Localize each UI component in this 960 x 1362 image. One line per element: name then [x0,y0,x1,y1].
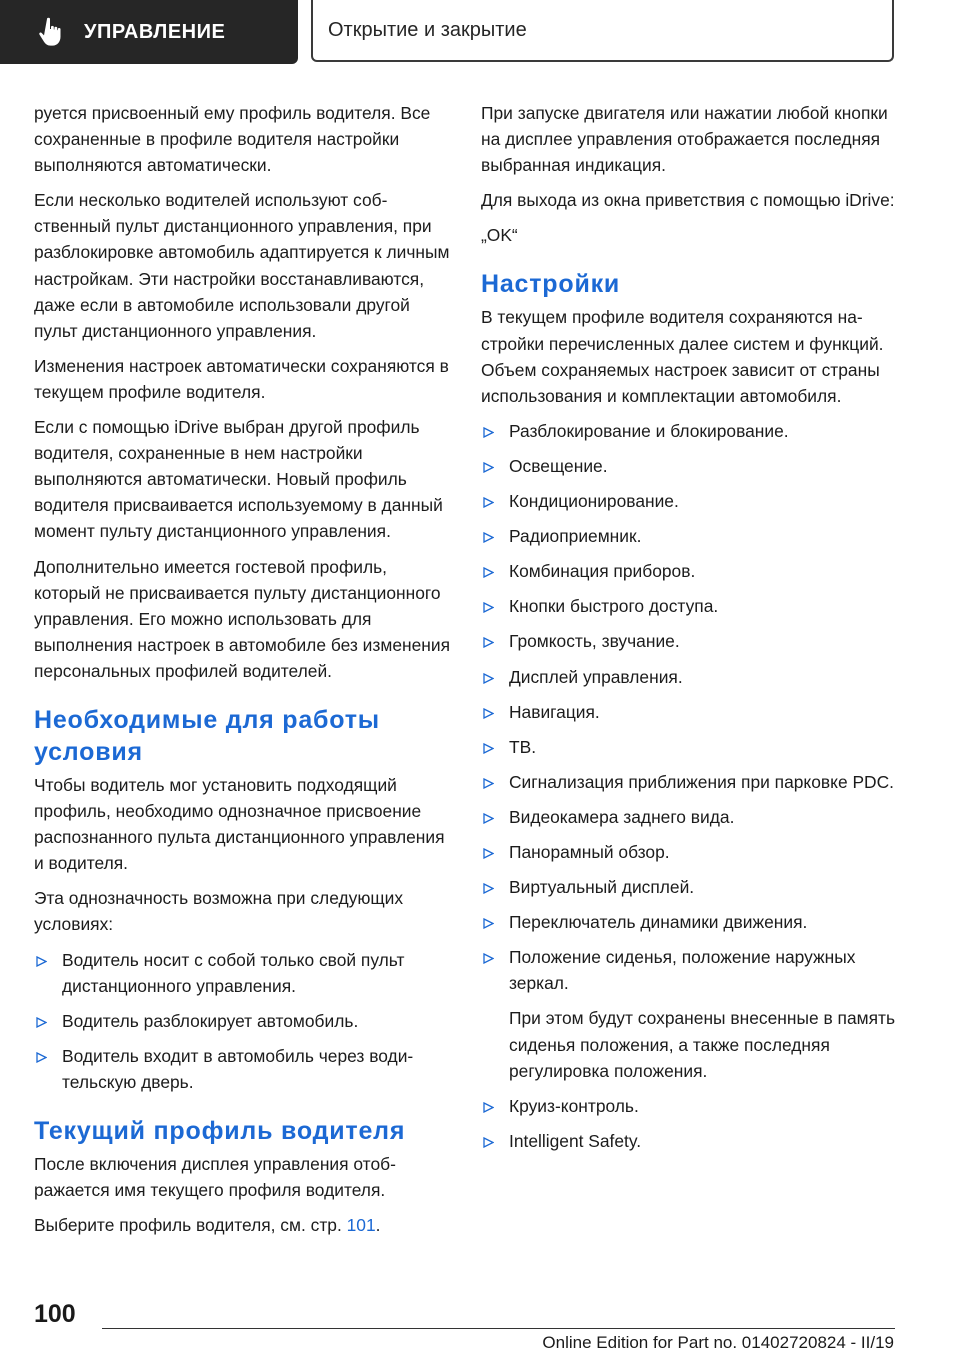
list-item-text: Кнопки быстрого доступа. [509,596,719,617]
list-item [481,769,897,795]
paragraph: Если несколько водителей используют собственный пульт дистанционного управления, при разблокировке автомобиль адаптируется к личным настройкам. Эти настройки восстанавливаются, даже если в автомобиле использовали другой пульт дистанционного управления. [34,190,450,341]
list-item-text: Водитель носит с собой только свой пульт дистанционного управления. [62,949,405,996]
list-item [481,1128,897,1154]
list-item [481,593,897,619]
edition-text: Online Edition for Part no. 01402720824 - II/19 [542,1333,894,1352]
paragraph-text: Выберите профиль водителя, см. стр. [34,1215,347,1236]
list-item-text: ТВ. [509,736,537,757]
list-item [481,804,897,830]
list-item-text: Дисплей управления. [509,666,683,687]
list-item-text: Intelligent Safety. [509,1130,642,1151]
list-item-text: Навигация. [509,701,600,722]
list-item [481,909,897,935]
list-item-text: Сигнализация приближения при парковке PDC. [509,771,895,792]
section-title: УПРАВЛЕНИЕ [84,20,226,43]
triangle-bullet-icon [483,813,494,824]
list-item-note: При этом будут сохранены внесенные в память сиденья положения, а также последняя регулировка положения. [509,1008,896,1081]
triangle-bullet-icon [483,918,494,929]
hand-pointer-icon [38,17,64,47]
right-column [481,100,897,1163]
page-header [0,0,960,68]
list-item [481,558,897,584]
paragraph: Дополнительно имеется гостевой профиль, который не присваивается пульту дистанционного управления. Его можно использовать для выполнения настроек в автомобиле без изменения персональных профилей водителей. [34,556,451,681]
paragraph [34,1212,450,1238]
list-item-text: Переключатель динамики движения. [509,912,808,933]
list-item-text: Водитель разблокирует автомобиль. [62,1010,359,1031]
left-column [34,100,450,1247]
list-item-text: Водитель входит в автомобиль через водительскую дверь. [62,1045,414,1092]
paragraph: Если с помощью iDrive выбран другой профиль водителя, сохраненные в нем настройки выполняются автоматически. Новый профиль водителя присваивается используемому в данный момент пульту дистанционного управления. [34,417,443,542]
heading-current-profile: Текущий профиль водителя [34,1117,406,1145]
list-item [481,664,897,690]
paragraph: Для выхода из окна приветствия с помощью iDrive: [481,190,895,211]
list-item-text: Радиоприемник. [509,526,642,547]
list-item-text: Виртуальный дисплей. [509,877,695,898]
paragraph: Изменения настроек автоматически сохраняются в текущем профиле водителя. [34,355,449,402]
paragraph: „OK“ [481,225,518,246]
list-item-text: Разблокирование и блокирование. [509,420,789,441]
list-item-text: Громкость, звучание. [509,631,680,652]
paragraph: В текущем профиле водителя сохраняются настройки перечисленных далее систем и функций. Объем сохраняемых настроек зависит от страны использования и комплектации автомобиля. [481,307,884,406]
list-item [481,734,897,760]
list-item [34,1008,450,1034]
paragraph: При запуске двигателя или нажатии любой кнопки на дисплее управления отображается последняя выбранная индикация. [481,103,888,176]
triangle-bullet-icon [483,567,494,578]
page-number: 100 [34,1300,76,1328]
page-reference-link[interactable]: 101 [346,1215,376,1236]
triangle-bullet-icon [36,1052,47,1063]
triangle-bullet-icon [483,462,494,473]
heading-conditions: Необходимые для работы условия [34,705,380,766]
paragraph: Чтобы водитель мог установить подходящий профиль, необходимо однозначное присвоение распознанного пульта дистанционного управления и водителя. [34,774,445,874]
conditions-list [34,947,450,1095]
chapter-tab[interactable] [311,0,894,62]
paragraph: руется присвоенный ему профиль водителя. Все сохраненные в профиле водителя настройки выполняются автоматически. [34,103,431,176]
heading-settings: Настройки [481,270,621,299]
list-item-text: Видеокамера заднего вида. [509,806,735,827]
triangle-bullet-icon [483,497,494,508]
list-item [481,453,897,479]
list-item-text: Освещение. [509,455,608,476]
triangle-bullet-icon [483,743,494,754]
list-item-text: Круиз-контроль. [509,1095,639,1116]
list-item [481,699,897,725]
settings-list [481,418,897,1154]
triangle-bullet-icon [36,1017,47,1028]
triangle-bullet-icon [483,1102,494,1113]
list-item-text: Комбинация приборов. [509,561,696,582]
paragraph: После включения дисплея управления отображается имя текущего профиля водителя. [34,1154,396,1201]
list-item [34,947,450,999]
triangle-bullet-icon [483,708,494,719]
triangle-bullet-icon [483,778,494,789]
triangle-bullet-icon [483,673,494,684]
list-item [34,1043,450,1095]
triangle-bullet-icon [483,1137,494,1148]
triangle-bullet-icon [483,637,494,648]
list-item [481,944,897,1083]
list-item-text: Положение сиденья, положение наружных зеркал. [509,947,856,994]
list-item [481,1093,897,1119]
section-tab[interactable] [0,0,298,64]
triangle-bullet-icon [483,848,494,859]
list-item-text: Кондиционирование. [509,491,679,512]
list-item [481,628,897,654]
paragraph-text: . [375,1215,381,1236]
footer-divider [102,1328,895,1329]
chapter-title: Открытие и закрытие [328,18,527,41]
list-item [481,418,897,444]
list-item-text: Панорамный обзор. [509,841,670,862]
list-item [481,874,897,900]
triangle-bullet-icon [483,953,494,964]
list-item [481,488,897,514]
list-item [481,523,897,549]
list-item [481,839,897,865]
triangle-bullet-icon [36,956,47,967]
triangle-bullet-icon [483,883,494,894]
triangle-bullet-icon [483,532,494,543]
paragraph: Эта однозначность возможна при следующих условиях: [34,888,404,935]
triangle-bullet-icon [483,602,494,613]
triangle-bullet-icon [483,427,494,438]
